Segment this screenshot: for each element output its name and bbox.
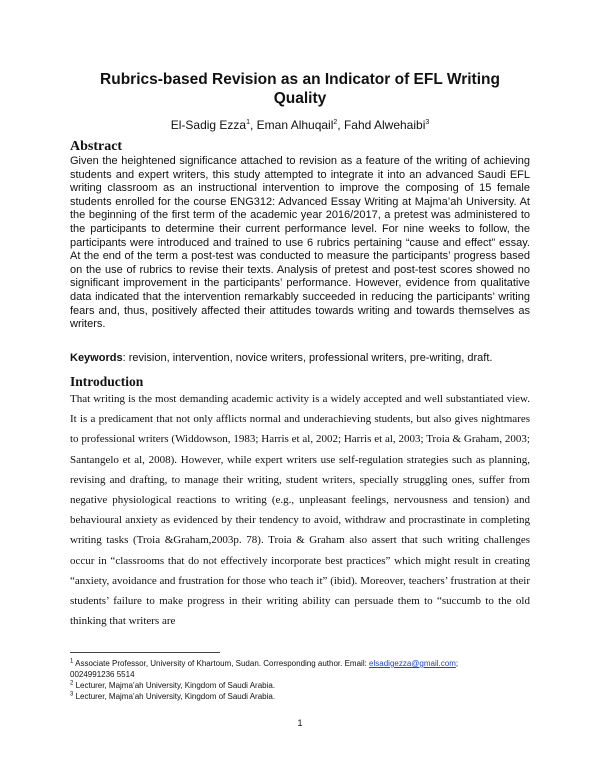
footnote-text: Lecturer, Majma’ah University, Kingdom of Saudi Arabia. (73, 692, 276, 701)
paper-title-line-2: Quality (273, 90, 327, 107)
abstract-text: Given the heightened significance attached to revision as a feature of the writing of achieving students and expert writers, this study attempted to integrate it into an advanced Saudi EFL writing classroom as an instructional intervention to improve the composing of 15 female students enrolled for the course ENG312: Advanced Essay Writing at Majma’ah University. At the beginning of the first term of the academic year 2016/2017, a pretest was administered to the participants to determine their current performance level. For nine weeks to follow, the participants were introduced and trained to use 6 rubrics pertaining “cause and effect” essay. At the end of the term a post-test was conducted to measure the participants’ progress based on the use of rubrics to revise their texts. Analysis of pretest and post-test scores showed no significant improvement in the participants’ performance. However, evidence from qualitative data indicated that the intervention remarkably succeeded in reducing the participants’ writing fears and, thus, positively affected their attitudes towards writing and towards themselves as writers. (70, 155, 530, 331)
author-separator: , (250, 118, 257, 132)
keywords-label: Keywords (70, 352, 123, 364)
author-affiliation-mark[interactable]: 3 (425, 119, 430, 126)
footnote-2 (70, 680, 530, 691)
footnote-phone: 0024991236 5514 (70, 670, 135, 679)
paper-title (60, 70, 540, 108)
introduction-text: That writing is the most demanding academic activity is a widely accepted and well substantiated view. It is a predicament that not only afflicts normal and underachieving students, but also gives nightmares to professional writers (Widdowson, 1983; Harris et al, 2002; Harris et al, 2003; Troia & Graham, 2003; Santangelo et al, 2008). However, while expert writers use self-regulation strategies such as planning, revising and drafting, to manage their writing, student writers, specially struggling ones, suffer from negative physiological reactions to writing (e.g., unpleasant feelings, nervousness and tension) and behavioural anxiety as evidenced by their tendency to avoid, withdraw and procrastinate in completing writing tasks (Troia &Graham,2003p. 78). Troia & Graham also assert that such writing challenges occur in “classrooms that do not effectively incorporate best practices” which might result in creating “anxiety, avoidance and frustration for those who teach it” (ibid). Moreover, teachers’ frustration at their students’ failure to make progress in their writing ability can persuade them to “succumb to the old thinking that writers are (70, 393, 530, 628)
author-list (60, 118, 540, 132)
footnote-divider (70, 652, 220, 653)
page-number: 1 (297, 718, 303, 728)
email-link[interactable]: elsadigezza@gmail.com (369, 659, 456, 668)
author-affiliation-mark[interactable]: 2 (333, 119, 338, 126)
footnote-mark: 2 (70, 680, 74, 687)
footnote-text: Associate Professor, University of Khartoum, Sudan. Corresponding author. Email: (73, 659, 370, 668)
keywords-line (70, 351, 540, 365)
author-affiliation-mark[interactable]: 1 (246, 119, 250, 126)
author-name: Eman Alhuqail (256, 118, 334, 132)
abstract-heading: Abstract (70, 139, 123, 154)
author-name: Fahd Alwehaibi (343, 118, 426, 132)
author-separator: , (337, 118, 344, 132)
keywords-text: : revision, intervention, novice writers, professional writers, pre-writing, draft. (122, 352, 493, 364)
author-name: El-Sadig Ezza (170, 118, 247, 132)
footnotes (70, 658, 530, 702)
footnote-1 (70, 658, 530, 680)
paper-title-line-1: Rubrics-based Revision as an Indicator of EFL Writing (100, 71, 500, 88)
footnote-punct: ; (455, 659, 459, 668)
footnote-3 (70, 691, 530, 702)
footnote-mark: 1 (70, 658, 74, 665)
footnote-mark: 3 (70, 691, 74, 698)
introduction-heading: Introduction (70, 374, 144, 389)
footnote-text: Lecturer, Majma’ah University, Kingdom of Saudi Arabia. (73, 681, 276, 690)
